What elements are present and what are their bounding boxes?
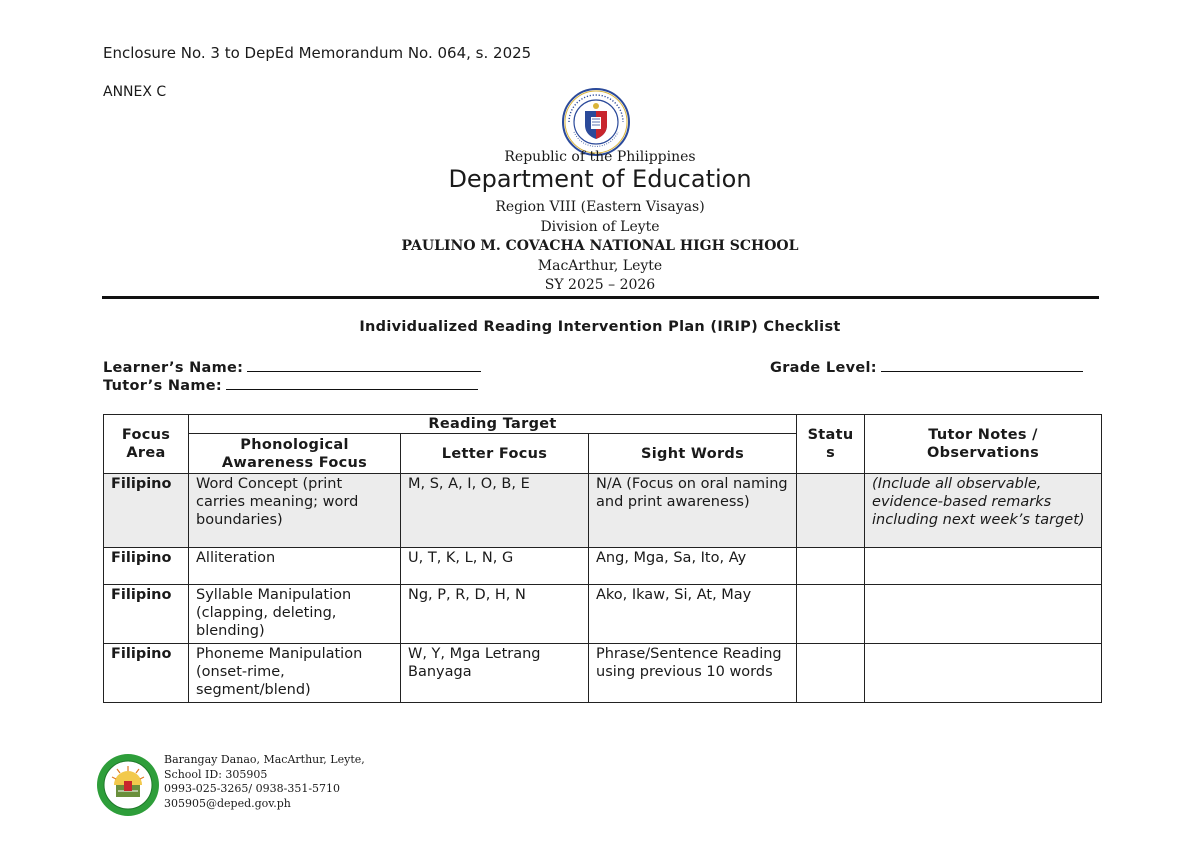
- letter-cell: M, S, A, I, O, B, E: [401, 474, 589, 548]
- irip-checklist-table: [103, 414, 1102, 703]
- header-division: Division of Leyte: [540, 219, 660, 235]
- header-phonological: Phonological Awareness Focus: [189, 434, 401, 474]
- tutor-name-blank[interactable]: [226, 375, 478, 390]
- status-cell[interactable]: [797, 474, 865, 548]
- letter-cell: W, Y, Mga Letrang Banyaga: [401, 644, 589, 703]
- notes-cell[interactable]: (Include all observable, evidence-based remarks including next week’s target): [865, 474, 1102, 548]
- footer-contact: [164, 753, 365, 811]
- table-row: [104, 644, 1102, 703]
- header-region: Region VIII (Eastern Visayas): [495, 199, 705, 215]
- status-cell[interactable]: [797, 585, 865, 644]
- tutor-name-field: [103, 375, 478, 394]
- focus-cell: Filipino: [104, 474, 189, 548]
- phonological-cell: Alliteration: [189, 548, 401, 585]
- deped-seal-logo: [561, 87, 631, 157]
- header-divider: [102, 296, 1099, 299]
- notes-cell[interactable]: [865, 585, 1102, 644]
- table-row: [104, 474, 1102, 548]
- document-title: Individualized Reading Intervention Plan (IRIP) Checklist: [359, 319, 841, 335]
- footer-email[interactable]: 305905@deped.gov.ph: [164, 796, 291, 810]
- sight-cell: N/A (Focus on oral naming and print awareness): [589, 474, 797, 548]
- grade-level-field: [770, 357, 1083, 376]
- header-department: Department of Education: [448, 165, 752, 193]
- notes-cell[interactable]: [865, 548, 1102, 585]
- footer-school-id: School ID: 305905: [164, 767, 268, 781]
- header-sight-words: Sight Words: [589, 434, 797, 474]
- header-focus-area: Focus Area: [104, 415, 189, 474]
- header-town: MacArthur, Leyte: [537, 258, 663, 274]
- learner-name-label: Learner’s Name:: [103, 360, 244, 376]
- header-letter-focus: Letter Focus: [401, 434, 589, 474]
- header-reading-target: Reading Target: [189, 415, 797, 434]
- sight-cell: Ang, Mga, Sa, Ito, Ay: [589, 548, 797, 585]
- status-cell[interactable]: [797, 644, 865, 703]
- table-row: [104, 548, 1102, 585]
- table-row: [104, 585, 1102, 644]
- learner-name-blank[interactable]: [247, 357, 481, 372]
- focus-cell: Filipino: [104, 585, 189, 644]
- learner-name-field: [103, 357, 481, 376]
- phonological-cell: Word Concept (print carries meaning; word boundaries): [189, 474, 401, 548]
- focus-cell: Filipino: [104, 644, 189, 703]
- enclosure-label: Enclosure No. 3 to DepEd Memorandum No. 064, s. 2025: [103, 44, 532, 62]
- letter-cell: Ng, P, R, D, H, N: [401, 585, 589, 644]
- sight-cell: Ako, Ikaw, Si, At, May: [589, 585, 797, 644]
- school-logo: [96, 753, 160, 817]
- notes-cell[interactable]: [865, 644, 1102, 703]
- phonological-cell: Syllable Manipulation (clapping, deleting, blending): [189, 585, 401, 644]
- header-tutor-notes: Tutor Notes / Observations: [865, 415, 1102, 474]
- footer-address: Barangay Danao, MacArthur, Leyte,: [164, 753, 365, 766]
- status-cell[interactable]: [797, 548, 865, 585]
- header-status: Statu s: [797, 415, 865, 474]
- header-school: PAULINO M. COVACHA NATIONAL HIGH SCHOOL: [401, 238, 799, 254]
- header-republic: Republic of the Philippines: [504, 149, 696, 165]
- header-school-year: SY 2025 – 2026: [544, 277, 656, 293]
- phonological-cell: Phoneme Manipulation (onset-rime, segment/blend): [189, 644, 401, 703]
- sight-cell: Phrase/Sentence Reading using previous 10 words: [589, 644, 797, 703]
- tutor-name-label: Tutor’s Name:: [103, 378, 223, 394]
- annex-label: ANNEX C: [103, 84, 167, 100]
- focus-cell: Filipino: [104, 548, 189, 585]
- footer-phones: 0993-025-3265/ 0938-351-5710: [164, 782, 341, 795]
- grade-level-label: Grade Level:: [770, 360, 877, 376]
- letter-cell: U, T, K, L, N, G: [401, 548, 589, 585]
- grade-level-blank[interactable]: [881, 357, 1083, 372]
